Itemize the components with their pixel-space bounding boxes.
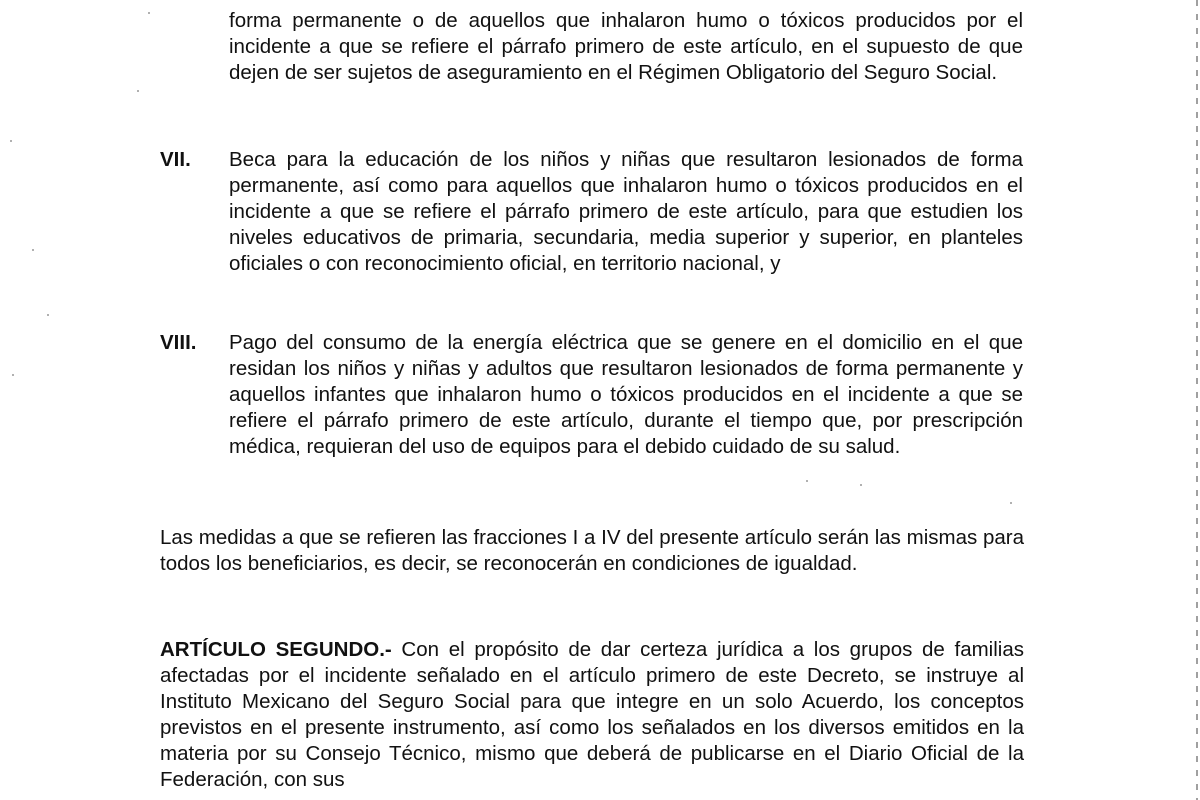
fraction-text: Beca para la educación de los niños y niñas que resultaron lesionados de forma permanente, así como para aquellos que inhalaron humo o tóxicos producidos en el incidente a que se refiere el párrafo primero de este artículo, para que estudien los niveles educativos de primaria, secundaria, media superior y superior, en planteles oficiales o con reconocimiento oficial, en territorio nacional, y [229,148,1023,275]
scan-speck [1010,502,1012,504]
continuation-paragraph: forma permanente o de aquellos que inhalaron humo o tóxicos producidos por el incidente a que se refiere el párrafo primero de este artículo, en el supuesto de que dejen de ser sujetos de aseguramiento en el Régimen Obligatorio del Seguro Social. [229,9,1023,84]
scan-speck [10,140,12,142]
scan-speck [148,12,150,14]
medidas-paragraph: Las medidas a que se refieren las fracciones I a IV del presente artículo serán las mismas para todos los beneficiarios, es decir, se reconocerán en condiciones de igualdad. [160,526,1024,575]
fraction-text: Pago del consumo de la energía eléctrica que se genere en el domicilio en el que residan los niños y niñas y adultos que resultaron lesionados de forma permanente y aquellos infantes que inhalaron humo o tóxicos producidos en el incidente a que se refiere el párrafo primero de este artículo, durante el tiempo que, por prescripción médica, requieran del uso de equipos para el debido cuidado de su salud. [229,331,1023,458]
fraction-label: VIII. [160,331,197,354]
scan-speck [860,484,862,486]
articulo-segundo-heading: ARTÍCULO SEGUNDO.- [160,638,392,661]
scan-speck [47,314,49,316]
scan-edge-line [1196,0,1198,800]
scan-speck [12,374,14,376]
scan-speck [137,90,139,92]
scan-speck [806,480,808,482]
articulo-segundo-paragraph [160,637,1024,793]
fraction-label: VII. [160,148,191,171]
articulo-segundo-text: Con el propósito de dar certeza jurídica a los grupos de familias afectadas por el incidente señalado en el artículo primero de este Decreto, se instruye al Instituto Mexicano del Seguro Social para que integre en un solo Acuerdo, los conceptos previstos en el presente instrumento, así como los señalados en los diversos emitidos en la materia por su Consejo Técnico, mismo que deberá de publicarse en el Diario Oficial de la Federación, con sus [160,638,1024,791]
scan-speck [32,249,34,251]
